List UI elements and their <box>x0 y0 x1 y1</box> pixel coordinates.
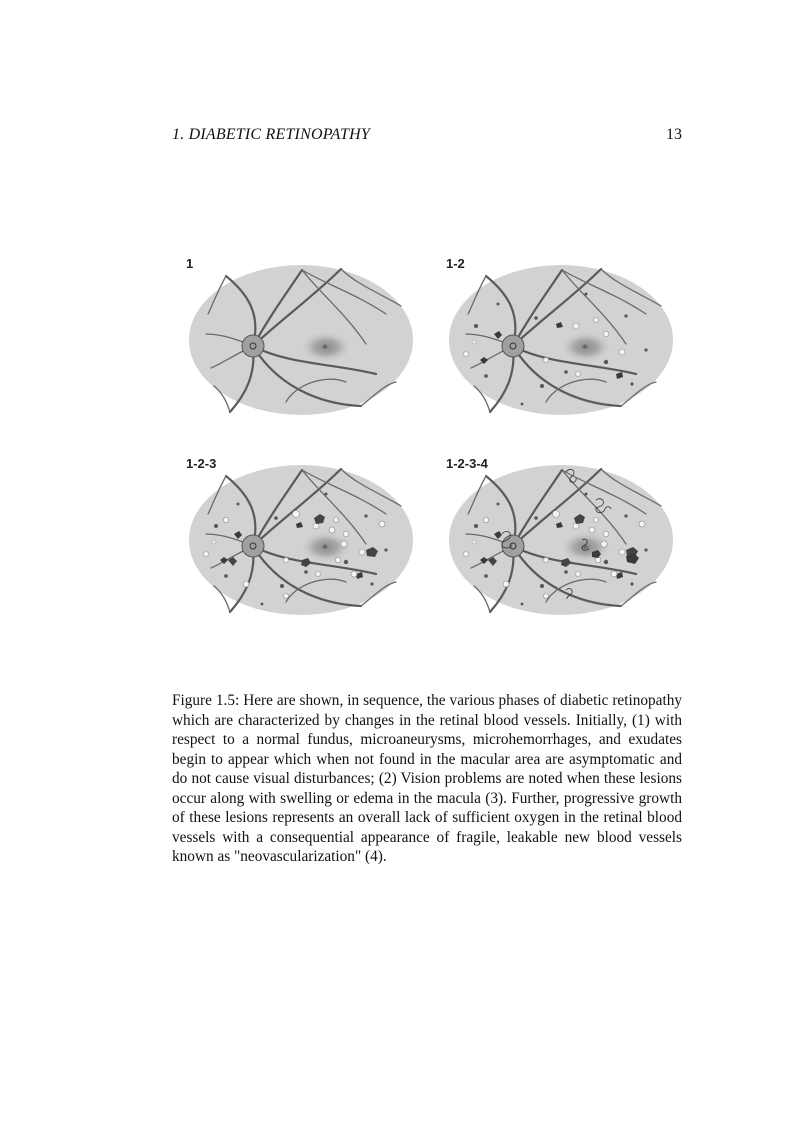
figure-caption: Figure 1.5: Here are shown, in sequence, the various phases of diabetic retinopathy which are characterized by changes in the retinal blood vessels. Initially, (1) with respect to a normal fundus, microaneurysms, microhemorrhages, and exudates begin to appear which when not found in the macular area are asymptomatic and do not cause visual disturbances; (2) Vision problems are noted when these lesions occur along with swelling or edema in the macula (3). Further, progressive growth of these lesions represents an overall lack of sufficient oxygen in the retinal blood vessels with a consequential appearance of fragile, leakable new blood vessels known as "neovascularization" (4). <box>172 692 682 866</box>
panel-label: 1-2 <box>446 256 465 271</box>
running-header <box>172 126 682 150</box>
fundus-illustration-normal <box>180 256 420 426</box>
page-number: 13 <box>666 126 682 143</box>
running-title: 1. DIABETIC RETINOPATHY <box>172 126 370 143</box>
fundus-panel-stage-3 <box>180 456 420 626</box>
fundus-panel-stage-1 <box>180 256 420 426</box>
fundus-illustration-macular-edema <box>180 456 420 626</box>
panel-label: 1-2-3-4 <box>446 456 488 471</box>
panel-label: 1-2-3 <box>186 456 217 471</box>
fundus-illustration-neovascularization <box>440 456 680 626</box>
panel-label: 1 <box>186 256 194 271</box>
fundus-panel-stage-2 <box>440 256 680 426</box>
fundus-illustration-microaneurysms <box>440 256 680 426</box>
fundus-panel-stage-4 <box>440 456 680 626</box>
